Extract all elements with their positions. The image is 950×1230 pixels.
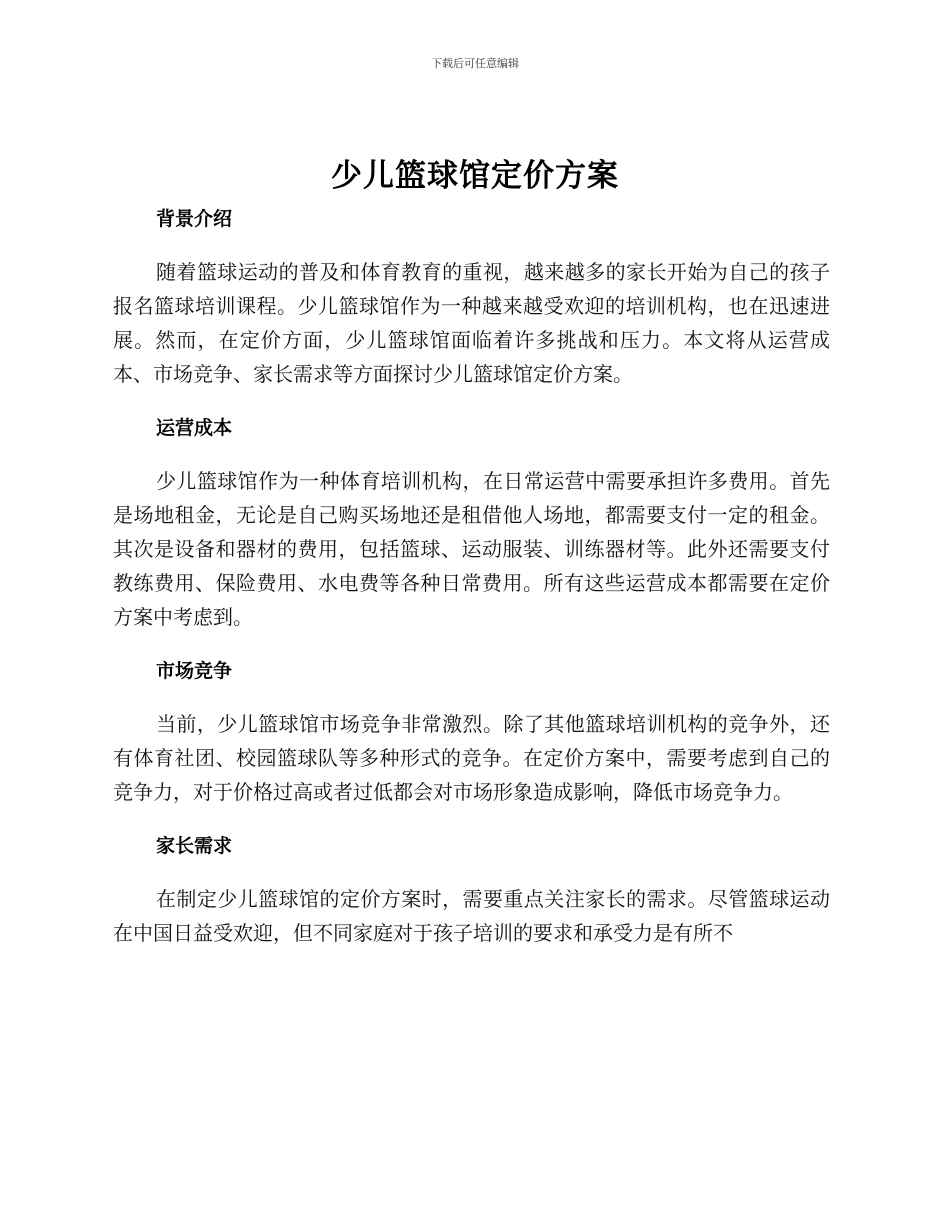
document-body xyxy=(113,200,830,950)
section-heading-market-competition: 市场竞争 xyxy=(156,660,233,682)
header-note: 下载后可任意编辑 xyxy=(431,57,519,70)
section-heading-parent-needs: 家长需求 xyxy=(156,835,233,857)
section-paragraph-background: 随着篮球运动的普及和体育教育的重视，越来越多的家长开始为自己的孩子报名篮球培训课程。少儿篮球馆作为一种越来越受欢迎的培训机构，也在迅速进展。然而，在定价方面，少儿篮球馆面临着许多挑战和压力。本文将从运营成本、市场竞争、家长需求等方面探讨少儿篮球馆定价方案。 xyxy=(113,260,830,386)
section-heading-background: 背景介绍 xyxy=(156,208,233,230)
section-heading-operating-cost: 运营成本 xyxy=(156,417,233,439)
section-paragraph-market-competition: 当前，少儿篮球馆市场竞争非常激烈。除了其他篮球培训机构的竞争外，还有体育社团、校园篮球队等多种形式的竞争。在定价方案中，需要考虑到自己的竞争力，对于价格过高或者过低都会对市场形象造成影响，降低市场竞争力。 xyxy=(113,712,830,804)
document-title: 少儿篮球馆定价方案 xyxy=(331,158,619,194)
section-paragraph-parent-needs: 在制定少儿篮球馆的定价方案时，需要重点关注家长的需求。尽管篮球运动在中国日益受欢迎，但不同家庭对于孩子培训的要求和承受力是有所不 xyxy=(113,887,830,945)
section-paragraph-operating-cost: 少儿篮球馆作为一种体育培训机构，在日常运营中需要承担许多费用。首先是场地租金，无论是自己购买场地还是租借他人场地，都需要支付一定的租金。其次是设备和器材的费用，包括篮球、运动服装、训练器材等。此外还需要支付教练费用、保险费用、水电费等各种日常费用。所有这些运营成本都需要在定价方案中考虑到。 xyxy=(113,469,830,629)
